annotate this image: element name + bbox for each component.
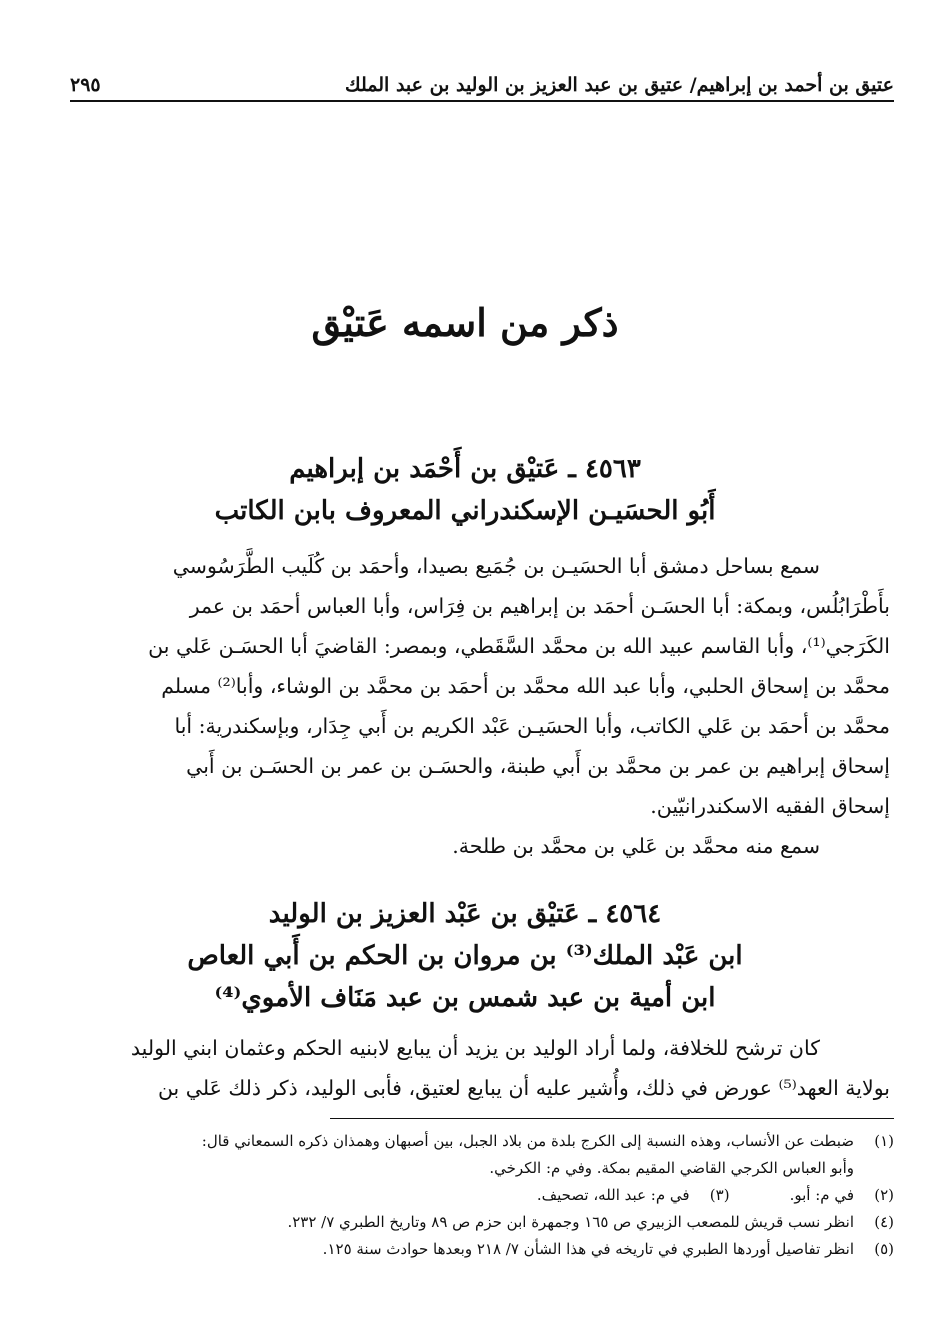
footnote-text: في م: أبو. — [789, 1186, 854, 1204]
footnote-1 — [40, 1128, 894, 1155]
body-line: إسحاق الفقيه الاسكندرانيّين. — [650, 794, 890, 818]
entry-4563-heading — [40, 448, 890, 532]
footnote-4 — [40, 1209, 894, 1236]
footnote-text: ضبطت عن الأنساب، وهذه النسبة إلى الكرج بلدة من بلاد الجبل، بين أصبهان وهمذان ذكره السمعاني قال: — [201, 1132, 854, 1150]
footnote-gap — [730, 1182, 790, 1209]
footnote-text: انظر تفاصيل أوردها الطبري في تاريخه في هذا الشأن ٧/ ٢١٨ وبعدها حوادث سنة ١٢٥. — [322, 1240, 854, 1258]
entry-heading-line: ٤٥٦٤ ـ عَتيْق بن عَبْد العزيز بن الوليد — [268, 899, 662, 929]
entry-heading-line: أَبُو الحسَيـن الإسكندراني المعروف بابن الكاتب — [214, 496, 716, 526]
entry-4564-heading — [40, 893, 890, 1019]
footnote-number: (٥) — [874, 1240, 894, 1258]
footnote-text: وأبو العباس الكرجي القاضي المقيم بمكة. وفي م: الكرخي. — [489, 1159, 854, 1177]
footnote-text: في م: عبد الله، تصحيف. — [536, 1186, 690, 1204]
page-number: ٢٩٥ — [70, 74, 101, 96]
footnote-5 — [40, 1236, 894, 1263]
footnotes — [40, 1128, 894, 1263]
footnote-number: (٢) — [874, 1186, 894, 1204]
body-line: بأَطْرَابُلُس، وبمكة: أبا الحسَـن أحمَد بن إبراهيم بن فِرَاس، وأبا العباس أحمَد بن عمر — [189, 594, 890, 618]
entry-4563-body — [40, 546, 890, 866]
entry-heading-line: ابن أمية بن عبد شمس بن عبد مَنَاف الأموي⁽⁴⁾ — [214, 983, 716, 1013]
footnote-number: (١) — [874, 1132, 894, 1150]
body-line: سمع بساحل دمشق أبا الحسَيـن بن جُمَيع بصيدا، وأحمَد بن كُلَيب الطَّرَسُوسي — [172, 554, 820, 578]
body-line: محمَّد بن أحمَد بن عَلي الكاتب، وأبا الحسَيـن عَبْد الكريم بن أَبي جِدَار، وبإسكندرية: أبا — [174, 714, 890, 738]
entry-heading-line: ابن عَبْد الملك⁽³⁾ بن مروان بن الحكم بن أَبي العاص — [187, 941, 743, 971]
footnote-2-and-3 — [40, 1182, 894, 1209]
body-line: بولاية العهد⁽⁵⁾ عورض في ذلك، وأُشير عليه أن يبايع لعتيق، فأبى الوليد، ذكر ذلك عَلي بن — [157, 1076, 890, 1100]
footnote-number: (٤) — [874, 1213, 894, 1231]
running-header — [70, 62, 894, 102]
footnote-1-continued — [40, 1155, 894, 1182]
footnote-number: (٣) — [709, 1186, 730, 1204]
section-title: ذكر من اسمه عَتيْق — [311, 300, 619, 345]
running-header-title: عتيق بن أحمد بن إبراهيم/ عتيق بن عبد العزيز بن الوليد بن عبد الملك — [344, 74, 894, 96]
body-line: محمَّد بن إسحاق الحلبي، وأبا عبد الله محمَّد بن أحمَد بن محمَّد بن الوشاء، وأبا⁽²⁾ مسلم — [161, 674, 890, 698]
body-line: إسحاق إبراهيم بن عمر بن محمَّد بن أَبي طبنة، والحسَـن بن عمر بن الحسَـن بن أَبي — [186, 754, 890, 778]
body-line: الكَرَجي⁽¹⁾، وأبا القاسم عبيد الله بن محمَّد السَّقَطي، وبمصر: القاضيَ أبا الحسَـن عَلي بن — [148, 634, 890, 658]
entry-heading-line: ٤٥٦٣ ـ عَتيْق بن أَحْمَد بن إبراهيم — [289, 454, 641, 484]
body-line: سمع منه محمَّد بن عَلي بن محمَّد بن طلحة. — [452, 834, 820, 858]
body-line: كان ترشح للخلافة، ولما أراد الوليد بن يزيد أن يبايع لابنيه الحكم وعثمان ابني الوليد — [130, 1036, 820, 1060]
footnote-divider — [330, 1118, 894, 1119]
footnote-text: انظر نسب قريش للمصعب الزبيري ص ١٦٥ وجمهرة ابن حزم ص ٨٩ وتاريخ الطبري ٧/ ٢٣٢. — [287, 1213, 854, 1231]
entry-4564-body — [40, 1028, 890, 1108]
